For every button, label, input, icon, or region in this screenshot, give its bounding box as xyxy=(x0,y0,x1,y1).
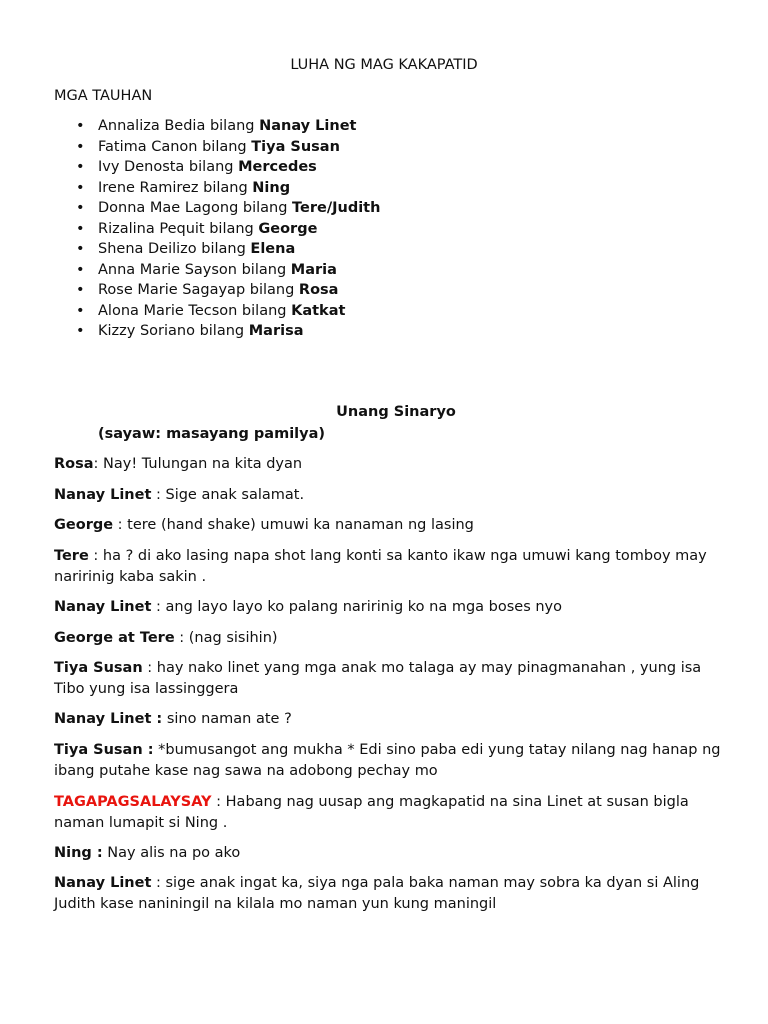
cast-item xyxy=(76,157,380,178)
dialogue-text: : (nag sisihin) xyxy=(174,630,278,646)
dialogue-line xyxy=(54,515,724,536)
speaker-name: George at Tere xyxy=(54,630,175,646)
bullet-icon: • xyxy=(76,241,85,257)
dialogue-text: : hay nako linet yang mga anak mo talaga ay may pinagmanahan , yung isa Tibo yung isa lassinggera xyxy=(54,660,702,697)
cast-actor: Annaliza Bedia bilang xyxy=(98,118,260,134)
bullet-icon: • xyxy=(76,179,85,196)
dialogue-text: *bumusangot ang mukha * Edi sino paba edi yung tatay nilang nag hanap ng ibang putahe kase nag sawa na adobong pechay mo xyxy=(54,742,721,779)
speaker-name: George xyxy=(54,517,114,533)
dialogue-text: sino naman ate ? xyxy=(162,711,292,727)
speaker-name: Tiya Susan xyxy=(54,660,143,676)
cast-heading: MGA TAUHAN xyxy=(54,88,153,104)
bullet-icon: • xyxy=(76,261,85,278)
cast-item xyxy=(76,178,380,199)
scene-title: Unang Sinaryo xyxy=(336,404,456,420)
cast-actor: Fatima Canon bilang xyxy=(98,138,252,155)
dialogue-text: : Nay! Tulungan na kita dyan xyxy=(93,456,303,472)
dialogue-line xyxy=(54,628,724,649)
dialogue-text: : Sige anak salamat. xyxy=(151,487,305,503)
cast-role: Elena xyxy=(250,241,296,257)
dialogue-text: : sige anak ingat ka, siya nga pala baka naman may sobra ka dyan si Aling Judith kase naniningil na kilala mo naman yun kung maningil xyxy=(54,875,700,912)
cast-role: Tiya Susan xyxy=(251,138,340,155)
cast-role: Maria xyxy=(290,261,337,278)
cast-actor: Donna Mae Lagong bilang xyxy=(98,200,293,216)
bullet-icon: • xyxy=(76,282,85,298)
cast-item xyxy=(76,239,380,260)
cast-actor: Alona Marie Tecson bilang xyxy=(98,302,292,319)
cast-role: Tere/Judith xyxy=(292,200,381,216)
cast-actor: Kizzy Soriano bilang xyxy=(98,323,249,339)
cast-role: Katkat xyxy=(291,302,346,319)
dialogue-line xyxy=(54,485,724,506)
cast-role: Marisa xyxy=(248,323,304,339)
dialogue-line xyxy=(54,658,724,699)
dialogue-line xyxy=(54,454,724,475)
cast-item xyxy=(76,137,380,158)
dialogue-line xyxy=(54,792,724,833)
scene-note: (sayaw: masayang pamilya) xyxy=(98,426,326,442)
cast-actor: Anna Marie Sayson bilang xyxy=(98,261,291,278)
speaker-name: Nanay Linet : xyxy=(54,711,163,727)
cast-item xyxy=(76,116,380,137)
bullet-icon: • xyxy=(76,118,85,134)
dialogue-line xyxy=(54,873,724,914)
cast-actor: Irene Ramirez bilang xyxy=(98,179,253,196)
bullet-icon: • xyxy=(76,159,85,175)
dialogue-line xyxy=(54,546,724,587)
dialogue-text: : Habang nag uusap ang magkapatid na sina Linet at susan bigla naman lumapit si Ning . xyxy=(54,794,689,831)
bullet-icon: • xyxy=(76,200,85,216)
cast-item xyxy=(76,219,380,240)
document-title: LUHA NG MAG KAKAPATID xyxy=(290,57,478,73)
speaker-name: Ning : xyxy=(54,845,103,861)
cast-role: Nanay Linet xyxy=(259,118,357,134)
dialogue-line xyxy=(54,597,724,618)
cast-actor: Rizalina Pequit bilang xyxy=(98,220,259,237)
bullet-icon: • xyxy=(76,323,85,339)
dialogue-text: : tere (hand shake) umuwi ka nanaman ng lasing xyxy=(113,517,474,533)
dialogue-line xyxy=(54,843,724,864)
narrator-label: TAGAPAGSALAYSAY xyxy=(54,794,212,810)
cast-item xyxy=(76,260,380,281)
dialogue-text: : ha ? di ako lasing napa shot lang konti sa kanto ikaw nga umuwi kang tomboy may naririnig kaba sakin . xyxy=(54,548,707,585)
cast-role: Rosa xyxy=(298,282,339,298)
speaker-name: Nanay Linet xyxy=(54,875,152,891)
cast-actor: Rose Marie Sagayap bilang xyxy=(98,282,299,298)
cast-role: George xyxy=(258,220,318,237)
cast-list xyxy=(76,116,380,342)
dialogue-text: Nay alis na po ako xyxy=(102,845,241,861)
dialogue-line xyxy=(54,709,724,730)
speaker-name: Nanay Linet xyxy=(54,599,152,615)
dialogue-text: : ang layo layo ko palang naririnig ko na mga boses nyo xyxy=(151,599,563,615)
speaker-name: Nanay Linet xyxy=(54,487,152,503)
cast-role: Ning xyxy=(252,179,291,196)
speaker-name: Tiya Susan : xyxy=(54,742,154,758)
cast-item xyxy=(76,321,380,342)
bullet-icon: • xyxy=(76,138,85,155)
cast-item xyxy=(76,280,380,301)
bullet-icon: • xyxy=(76,302,85,319)
cast-actor: Shena Deilizo bilang xyxy=(98,241,251,257)
cast-actor: Ivy Denosta bilang xyxy=(98,159,239,175)
cast-role: Mercedes xyxy=(238,159,317,175)
dialogue-line xyxy=(54,740,724,781)
speaker-name: Rosa xyxy=(54,456,94,472)
cast-item xyxy=(76,301,380,322)
speaker-name: Tere xyxy=(54,548,89,564)
cast-item xyxy=(76,198,380,219)
bullet-icon: • xyxy=(76,220,85,237)
